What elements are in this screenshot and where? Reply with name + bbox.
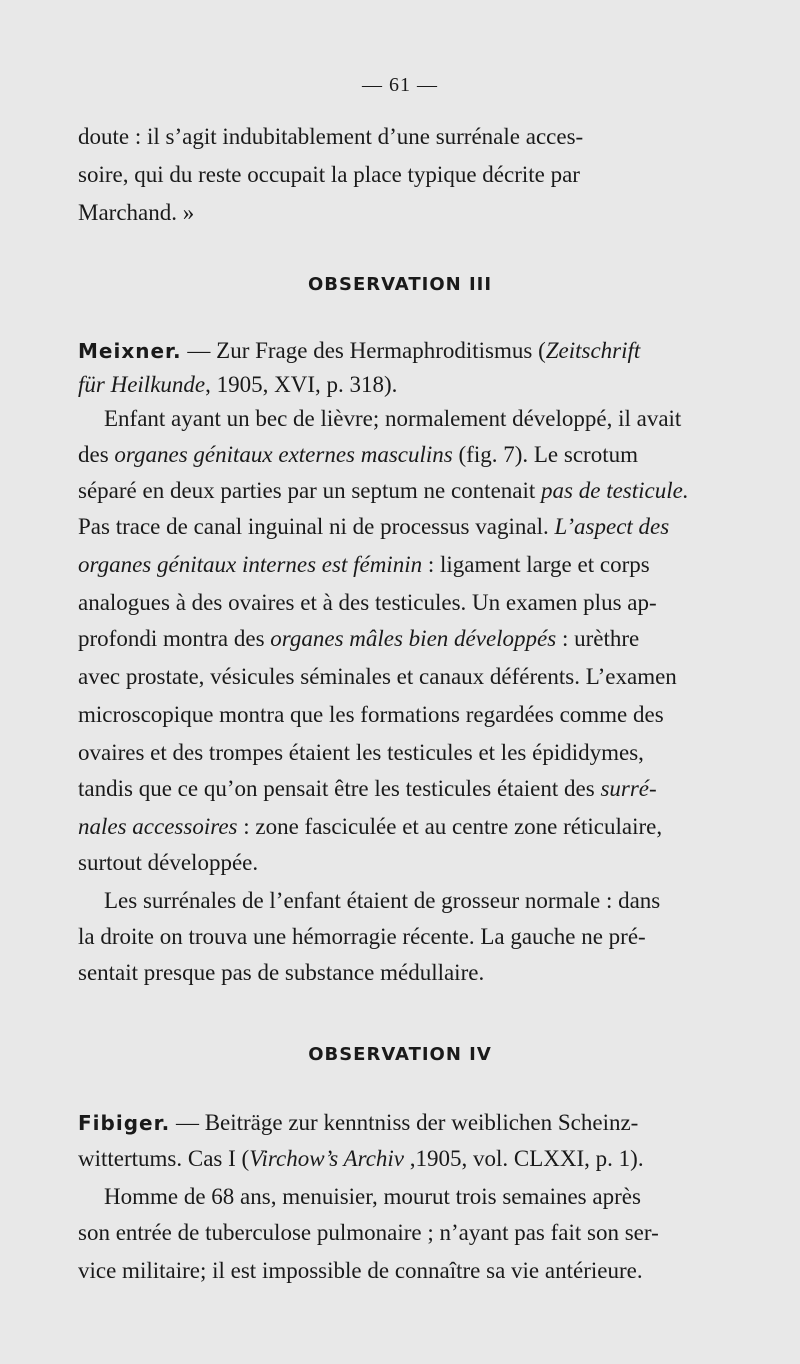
body-line: profondi montra des organes mâles bien développés : urèthre bbox=[78, 626, 640, 651]
body-line: Les surrénales de l’enfant étaient de grosseur normale : dans bbox=[104, 888, 661, 913]
body-line: ovaires et des trompes étaient les testicules et les épididymes, bbox=[78, 740, 644, 765]
reference-line bbox=[78, 336, 730, 366]
continuation-line: Marchand. » bbox=[78, 200, 195, 225]
body-line: des organes génitaux externes masculins (fig. 7). Le scrotum bbox=[78, 442, 638, 467]
author-name: Fibiger. bbox=[78, 1111, 171, 1135]
body-line: analogues à des ovaires et à des testicules. Un examen plus ap- bbox=[78, 590, 657, 615]
italic-phrase: pas de testicule. bbox=[541, 478, 689, 503]
body-line: organes génitaux internes est féminin : ligament large et corps bbox=[78, 552, 650, 577]
journal-title: Zeitschrift bbox=[545, 338, 641, 363]
italic-phrase: surré- bbox=[600, 776, 657, 801]
body-line: microscopique montra que les formations regardées comme des bbox=[78, 702, 664, 727]
reference-text: , 1905, XVI, p. 318). bbox=[205, 372, 398, 397]
body-line: avec prostate, vésicules séminales et canaux déférents. L’examen bbox=[78, 664, 677, 689]
continuation-line: doute : il s’agit indubitablement d’une surrénale acces- bbox=[78, 124, 584, 149]
body-line: nales accessoires : zone fasciculée et au centre zone réticulaire, bbox=[78, 814, 663, 839]
observation-heading: OBSERVATION III bbox=[307, 274, 493, 295]
reference-line bbox=[78, 1144, 730, 1174]
italic-phrase: L’aspect des bbox=[554, 514, 670, 539]
italic-phrase: organes génitaux internes est féminin bbox=[78, 552, 423, 577]
body-line: séparé en deux parties par un septum ne contenait pas de testicule. bbox=[78, 478, 689, 503]
observation-heading: OBSERVATION IV bbox=[308, 1044, 492, 1065]
body-line: surtout développée. bbox=[78, 850, 259, 875]
body-line: sentait presque pas de substance médullaire. bbox=[78, 960, 485, 985]
italic-phrase: nales accessoires bbox=[78, 814, 238, 839]
author-name: Meixner. bbox=[78, 339, 182, 363]
journal-title: für Heilkunde bbox=[78, 372, 206, 397]
reference-line bbox=[78, 1108, 730, 1138]
italic-phrase: organes mâles bien développés bbox=[270, 626, 557, 651]
body-line: la droite on trouva une hémorragie récente. La gauche ne pré- bbox=[78, 924, 646, 949]
body-line: Pas trace de canal inguinal ni de processus vaginal. L’aspect des bbox=[78, 514, 670, 539]
reference-line bbox=[78, 370, 730, 400]
page-number: — 61 — bbox=[362, 74, 438, 96]
body-line: Homme de 68 ans, menuisier, mourut trois semaines après bbox=[104, 1184, 641, 1209]
reference-text: — Zur Frage des Hermaphroditismus ( bbox=[181, 338, 546, 363]
reference-text: — Beiträge zur kenntniss der weiblichen Scheinz- bbox=[170, 1110, 639, 1135]
continuation-line: soire, qui du reste occupait la place typique décrite par bbox=[78, 162, 580, 187]
reference-text: wittertums. Cas I ( bbox=[78, 1146, 250, 1171]
body-line: Enfant ayant un bec de lièvre; normalement développé, il avait bbox=[104, 406, 682, 431]
body-line: tandis que ce qu’on pensait être les testicules étaient des surré- bbox=[78, 776, 657, 801]
journal-title: Virchow’s Archiv bbox=[249, 1146, 405, 1171]
body-line: son entrée de tuberculose pulmonaire ; n’ayant pas fait son ser- bbox=[78, 1220, 659, 1245]
italic-phrase: organes génitaux externes masculins bbox=[114, 442, 453, 467]
body-line: vice militaire; il est impossible de connaître sa vie antérieure. bbox=[78, 1258, 643, 1283]
reference-text: ,1905, vol. CLXXI, p. 1). bbox=[404, 1146, 644, 1171]
